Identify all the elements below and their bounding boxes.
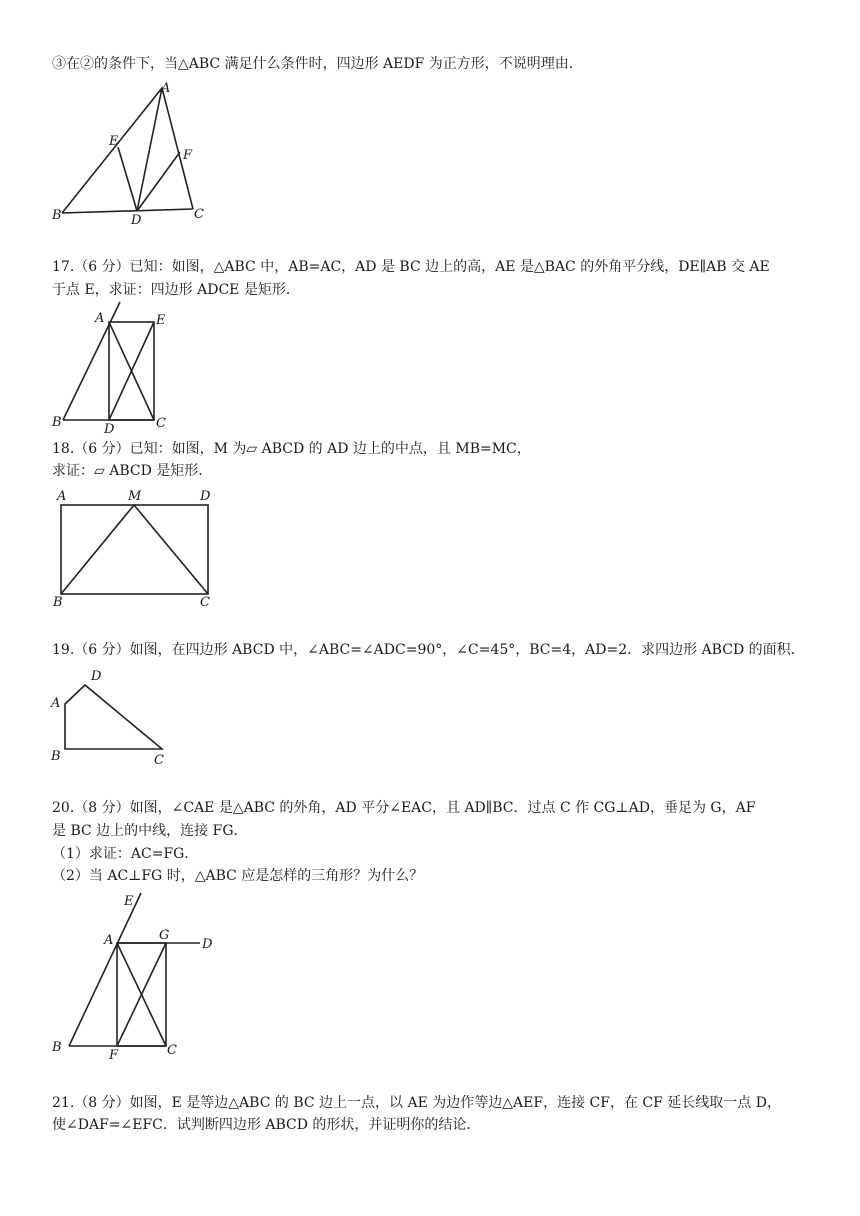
q20-line-2: 是 BC 边上的中线，连接 FG． xyxy=(52,823,248,839)
fig19-label-c: C xyxy=(154,753,164,768)
fig17-label-e: E xyxy=(156,313,166,328)
fig16-bc xyxy=(62,209,193,213)
fig18-mb xyxy=(61,505,134,594)
fig18-label-m: M xyxy=(128,489,142,504)
fig16-triangle xyxy=(62,88,193,213)
q18-line-2: 求证：▱ ABCD 是矩形． xyxy=(52,463,213,479)
fig17-label-c: C xyxy=(156,416,166,431)
fig20-label-f: F xyxy=(109,1048,119,1063)
fig16-label-f: F xyxy=(183,148,193,163)
figure-16 xyxy=(45,78,225,230)
fig19-label-d: D xyxy=(91,669,102,684)
fig17-label-b: B xyxy=(52,415,62,430)
fig20-label-c: C xyxy=(167,1043,177,1058)
q18-line-1: 18.（6 分）已知：如图，M 为▱ ABCD 的 AD 边上的中点，且 MB=MC， xyxy=(52,441,531,457)
q17-line-1: 17.（6 分）已知：如图，△ABC 中，AB=AC，AD 是 BC 边上的高，AE 是△BAC 的外角平分线，DE∥AB 交 AE xyxy=(52,259,770,275)
fig16-label-b: B xyxy=(52,208,62,223)
fig18-label-d: D xyxy=(200,489,211,504)
fig16-label-e: E xyxy=(109,134,119,149)
fig20-label-a: A xyxy=(104,933,114,948)
figure-20 xyxy=(45,888,225,1064)
figure-17 xyxy=(45,300,185,435)
q17-line-2: 于点 E，求证：四边形 ADCE 是矩形． xyxy=(52,282,300,298)
fig20-label-g: G xyxy=(159,928,170,943)
fig20-label-d: D xyxy=(202,937,213,952)
q20-part-1: （1）求证：AC=FG． xyxy=(52,846,199,862)
q21-line-1: 21.（8 分）如图，E 是等边△ABC 的 BC 边上一点，以 AE 为边作等边△AEF，连接 CF，在 CF 延长线取一点 D， xyxy=(52,1095,781,1111)
fig20-label-e: E xyxy=(124,894,134,909)
fig16-de xyxy=(118,147,137,211)
fig19-quad-abcd xyxy=(65,685,162,749)
fig16-label-a: A xyxy=(161,81,171,96)
fig17-label-d: D xyxy=(104,422,115,435)
q21-line-2: 使∠DAF=∠EFC．试判断四边形 ABCD 的形状，并证明你的结论． xyxy=(52,1117,481,1133)
q19-line-1: 19.（6 分）如图，在四边形 ABCD 中，∠ABC=∠ADC=90°，∠C=45°，BC=4，AD=2．求四边形 ABCD 的面积． xyxy=(52,642,805,658)
fig18-label-b: B xyxy=(53,595,63,610)
fig18-label-a: A xyxy=(57,489,67,504)
figure-19 xyxy=(45,664,185,770)
figure-18 xyxy=(45,486,225,614)
fig18-rect-abcd xyxy=(61,505,208,594)
fig17-ab-extended xyxy=(63,302,120,420)
fig16-label-d: D xyxy=(131,213,142,228)
q20-part-2: （2）当 AC⊥FG 时，△ABC 应是怎样的三角形？为什么？ xyxy=(52,868,424,884)
fig19-label-a: A xyxy=(51,696,61,711)
fig18-label-c: C xyxy=(200,595,210,610)
q16-part3-text: ③在②的条件下，当△ABC 满足什么条件时，四边形 AEDF 为正方形，不说明理由． xyxy=(52,56,583,72)
fig19-label-b: B xyxy=(51,749,61,764)
fig16-label-c: C xyxy=(194,207,204,222)
fig17-label-a: A xyxy=(95,311,105,326)
q20-line-1: 20.（8 分）如图，∠CAE 是△ABC 的外角，AD 平分∠EAC，且 AD∥BC．过点 C 作 CG⊥AD，垂足为 G，AF xyxy=(52,800,756,816)
fig18-mc xyxy=(134,505,208,594)
fig20-label-b: B xyxy=(52,1040,62,1055)
